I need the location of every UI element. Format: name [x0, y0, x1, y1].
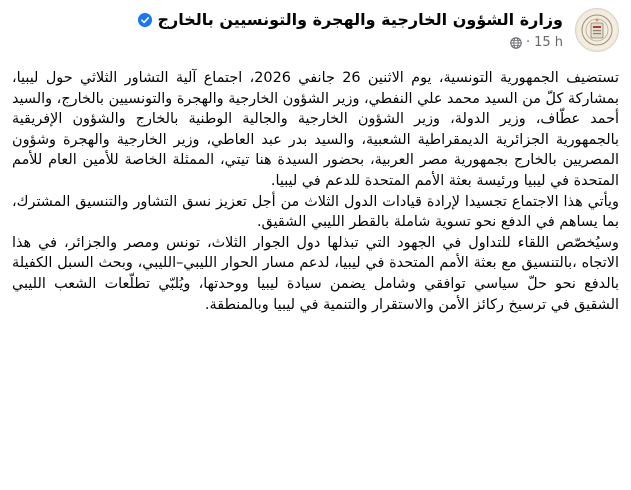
- post-header: [12, 6, 619, 64]
- post-paragraph-3: وسيُخصّص اللقاء للتداول في الجهود التي تبذلها دول الجوار الثلاث، تونس ومصر والجزائر، في هذا الاتجاه ،بالتنسيق مع بعثة الأمم المتحدة في ليبيا، لدعم مسار الحوار الليبي–الليبي، وبحث السبل الكفيلة بالدفع نحو حلّ سياسي توافقي وشامل يضمن سيادة ليبيا ووحدتها، ويُلبّي تطلّعات الشعب الليبي الشقيق في ترسيخ ركائز الأمن والاستقرار والتنمية في ليبيا وبالمنطقة.: [12, 234, 619, 313]
- post-meta: [510, 35, 563, 50]
- page-name-row: [138, 10, 563, 29]
- ministry-seal-logo-icon: [576, 9, 618, 51]
- page-avatar[interactable]: [575, 8, 619, 52]
- post-paragraph-2: ويأتي هذا الاجتماع تجسيدا لإرادة قيادات الدول الثلاث من أجل تعزيز نسق التشاور والتنسيق المشترك، بما يساهم في الدفع نحو تسوية شاملة بالقطر الليبي الشقيق.: [12, 193, 619, 231]
- post-text: [12, 68, 619, 315]
- post-paragraph-1: تستضيف الجمهورية التونسية، يوم الاثنين 26 جانفي 2026، اجتماع آلية التشاور الثلاثي حول ليبيا، بمشاركة كلّ من السيد محمد علي النفطي، وزير الشؤون الخارجية والهجرة والتونسيين بالخارج، والسيد أحمد عطّاف، وزير الدولة، وزير الشؤون الخارجية والجالية الوطنية بالخارج والشؤون الإفريقية بالجمهورية الجزائرية الديمقراطية الشعبية، والسيد بدر عبد العاطي، وزير الخارجية والهجرة وشؤون المصريين بالخارج بجمهورية مصر العربية، بحضور السيدة هنا تيتي، الممثلة الخاصة للأمين العام للأمم المتحدة في ليبيا ورئيسة بعثة الأمم المتحدة للدعم في ليبيا.: [12, 70, 619, 189]
- post-timestamp[interactable]: 15 h: [534, 35, 563, 50]
- meta-separator: ·: [525, 35, 531, 50]
- globe-icon[interactable]: [510, 37, 522, 49]
- verified-badge-icon: [138, 13, 152, 27]
- page-name-link[interactable]: وزارة الشؤون الخارجية والهجرة والتونسيين بالخارج: [157, 10, 563, 29]
